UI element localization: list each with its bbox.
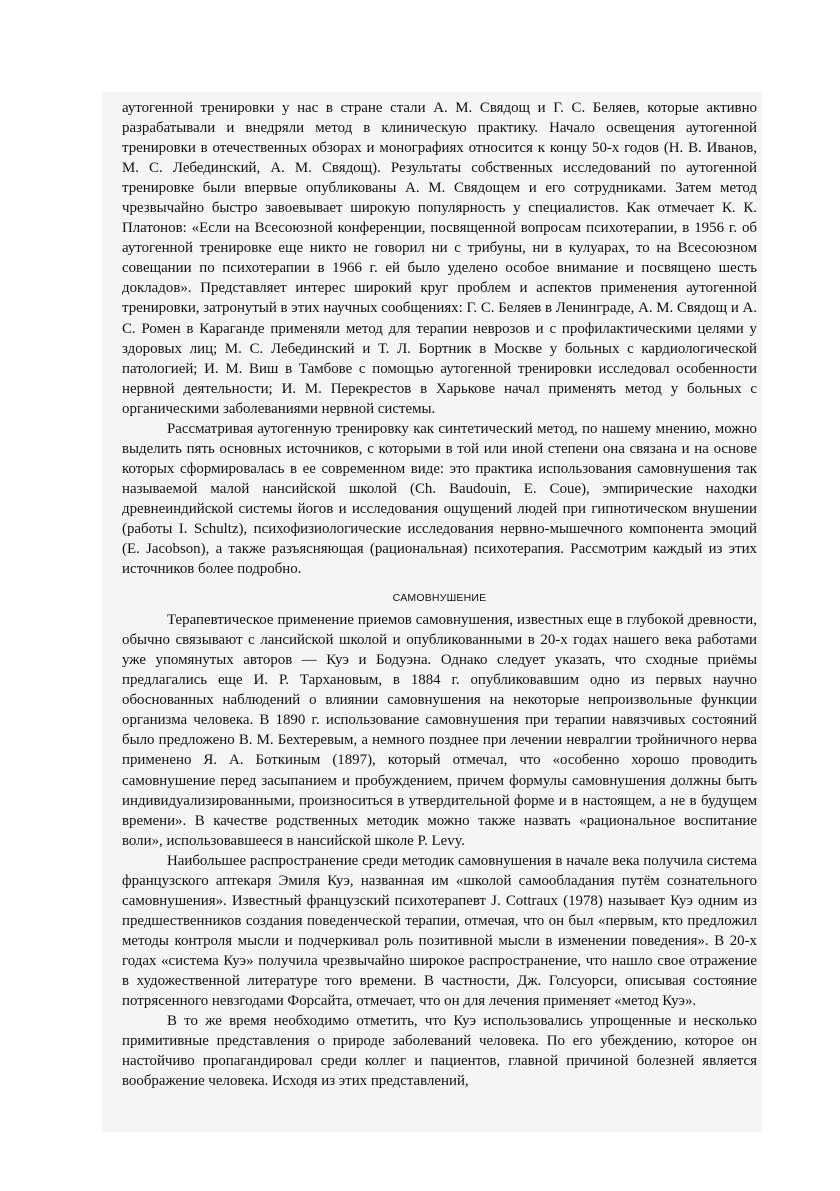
paragraph-3: Терапевтическое применение приемов самовнушения, известных еще в глубокой древности, обычно связывают с лансийской школой и опубликованными в 20-х годах нашего века работами уже упомянутых авторов — Куэ и Бодуэна. Однако следует указать, что сходные приёмы предлагались еще И. Р. Тархановым, в 1884 г. опубликовавшим одно из первых научно обоснованных наблюдений о влиянии самовнушения на некоторые непроизвольные функции организма человека. В 1890 г. использование самовнушения при терапии навязчивых состояний было предложено В. М. Бехтеревым, а немного позднее при лечении невралгии тройничного нерва применено Я. А. Боткиным (1897), который отмечал, что «особенно хорошо проводить самовнушение перед засыпанием и пробуждением, причем формулы самовнушения должны быть индивидуализированными, произноситься в утвердительной форме и в настоящем, а не в будущем времени». В качестве родственных методик можно также назвать «рациональное воспитание воли», использовавшееся в нансийской школе P. Levy. bbox=[122, 612, 757, 849]
paragraph-5: В то же время необходимо отметить, что Куэ использовались упрощенные и несколько примитивные представления о природе заболеваний человека. По его убеждению, которое он настойчиво пропагандировал среди коллег и пациентов, главной причиной болезней является воображение человека. Исходя из этих представлений, bbox=[122, 1013, 757, 1090]
paragraph-4: Наибольшее распространение среди методик самовнушения в начале века получила система французского аптекаря Эмиля Куэ, названная им «школой самообладания путём сознательного самовнушения». Известный французский психотерапевт J. Cottraux (1978) называет Куэ одним из предшественников создания поведенческой терапии, отмечая, что он был «первым, кто предложил методы контроля мысли и подчеркивал роль позитивной мысли в изменении поведения». В 20-х годах «система Куэ» получила чрезвычайно широкое распространение, что нашло свое отражение в художественной литературе того времени. В частности, Дж. Голсуорси, описывая состояние потрясенного невзгодами Форсайта, отмечает, что он для лечения применяет «метод Куэ». bbox=[122, 852, 757, 1010]
document-body bbox=[122, 98, 757, 1091]
paragraph-2: Рассматривая аутогенную тренировку как синтетический метод, по нашему мнению, можно выделить пять основных источников, с которыми в той или иной степени она связана и на основе которых сформировалась в ее современном виде: это практика использования самовнушения так называемой малой нансийской школой (Ch. Baudouin, E. Coue), эмпирические находки древнеиндийской системы йогов и исследования ощущений людей при гипнотическом внушении (работы I. Schultz), психофизиологические исследования нервно-мышечного компонента эмоций (E. Jacobson), а также разъясняющая (рациональная) психотерапия. Рассмотрим каждый из этих источников более подробно. bbox=[122, 420, 757, 578]
section-heading: САМОВНУШЕНИЕ bbox=[392, 592, 487, 605]
paragraph-1: аутогенной тренировки у нас в стране стали А. М. Свядощ и Г. С. Беляев, которые активно разрабатывали и внедряли метод в клиническую практику. Начало освещения аутогенной тренировки в отечественных обзорах и монографиях относится к концу 50-х годов (Н. В. Иванов, М. С. Лебединский, А. М. Свядощ). Результаты собственных исследований по аутогенной тренировке были впервые опубликованы А. М. Свядощем и его сотрудниками. Затем метод чрезвычайно быстро завоевывает широкую популярность у специалистов. Как отмечает К. К. Платонов: «Если на Всесоюзной конференции, посвященной вопросам психотерапии, в 1956 г. об аутогенной тренировке еще никто не говорил ни с трибуны, ни в кулуарах, то на Всесоюзном совещании по психотерапии в 1966 г. ей было уделено особое внимание и посвящено шесть докладов». Представляет интерес широкий круг проблем и аспектов применения аутогенной тренировки, затронутый в этих научных сообщениях: Г. С. Беляев в Ленинграде, А. М. Свядощ и А. С. Ромен в Караганде применяли метод для терапии неврозов и с профилактическими целями у здоровых лиц; М. С. Лебединский и Т. Л. Бортник в Москве у больных с кардиологической патологией; И. М. Виш в Тамбове с помощью аутогенной тренировки исследовал особенности нервной деятельности; И. М. Перекрестов в Харькове начал применять метод у больных с органическими заболеваниями нервной системы. bbox=[122, 100, 757, 417]
